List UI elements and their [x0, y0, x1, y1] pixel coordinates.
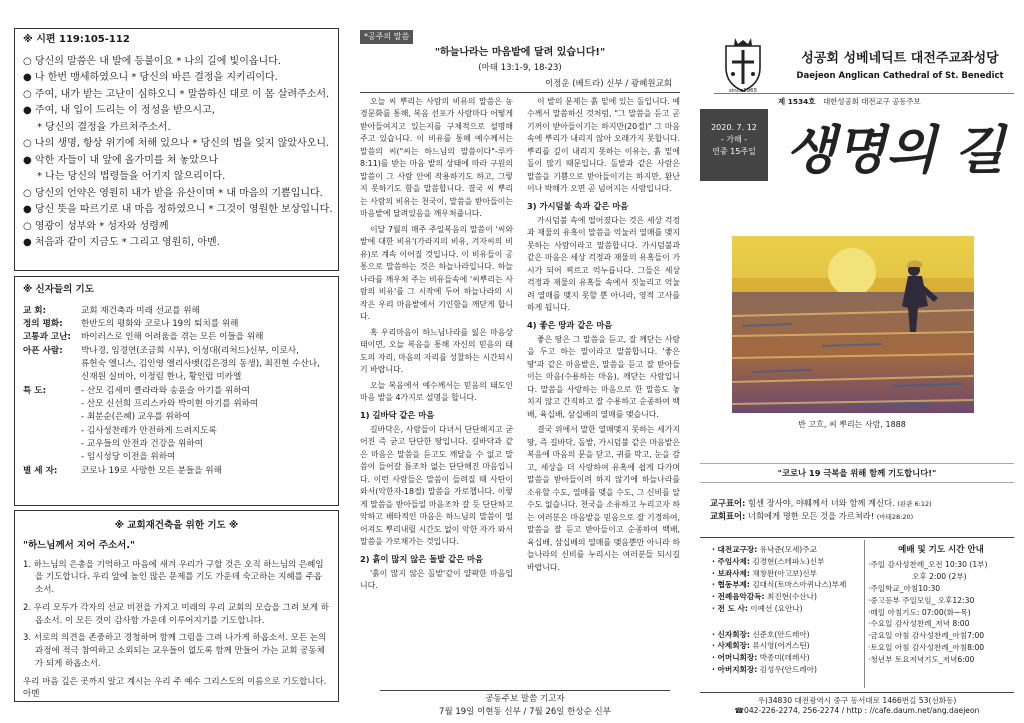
worship-list [868, 559, 1014, 666]
intercession-text: - 교우들의 안전과 건강을 위하여 [81, 438, 203, 449]
intercessions-box [14, 276, 339, 506]
intercession-label: 특 도: [23, 385, 47, 396]
church-prayer-box [14, 510, 339, 702]
intercession-text: 교회 재건축과 미래 선교를 위해 [81, 305, 200, 316]
staff-row [712, 544, 862, 556]
staff-row [712, 664, 862, 676]
intercession-text: - 산모 김세미 클라라와 송윤슬 아기를 위하여 [81, 385, 250, 396]
sermon-paragraph: 길바닥은, 사람들이 다녀서 단단해지고 굳어진 즉 굳고 단단한 땅입니다. 길바닥과 같은 마음은 말씀을 듣고도 깨달을 수 없고 말씀이 들어갈 틈조차 없는 단단해진 마음입니다. 이런 사람들은 말씀이 들려질 때 사탄이 와서(악한자-18절) 말씀을 가로챕니다. 이렇게 말씀을 받아들일 마음조차 갈 듯 단단하고 악하고 배타적인 마음은 하느님의 말씀이 떨어져도 뿌리내릴 시간도 없이 악한 자가 와서 말씀을 가로채가는 것입니다. [360, 424, 513, 547]
staff-name: 유낙준(모세)주교 [759, 545, 817, 554]
church-seal-logo [718, 36, 768, 94]
intercession-text: - 김사성찬레가 안전하게 드려지도록 [81, 425, 217, 436]
issue-number: 제 1534호 [778, 97, 816, 106]
staff-name: 김성우(안드레아) [759, 664, 817, 674]
sermon-paragraph: 이달 7월의 매주 주일복음의 말씀이 '씨와 밭에 대한 비유'(가라지의 비유, 겨자씨의 비유)로 계속 이어질 것입니다. 이 비유들이 공통으로 말씀하는 것은 하늘나라입니다. 하늘나라를 깨우쳐 주는 비유들속에 '씨뿌리는 사람의 비유'를 그 시작에 두어 하늘나라의 시작은 우리 마음밭에서 기인함을 깨닫게 합니다. [360, 224, 513, 322]
sermon-heading: 2) 흙이 많지 않은 돌밭 같은 마음 [360, 553, 484, 564]
staff-name: 김경현(스테파노)신부 [752, 556, 825, 566]
staff-role: · 아버지회장: [712, 664, 758, 674]
covid-prayer-motto: "코로나 19 극복을 위해 함께 기도합니다!" [700, 463, 1014, 483]
sermon-heading: 4) 좋은 땅과 같은 마음 [527, 319, 613, 330]
intercession-label: 아픈 사람: [23, 345, 63, 356]
parish-motto-label: 교회표어: [710, 511, 746, 522]
parish-motto-ref: (마태28:20) [876, 513, 914, 522]
church-prayer-closing: 우리 마음 깊은 곳까지 알고 계시는 우리 주 예수 그리스도의 이름으로 기도합니다. 아멘 [23, 676, 327, 700]
intercession-label [23, 425, 81, 438]
worship-row: 오후 2:00 (2부) [912, 572, 967, 582]
sermon-paragraph: 좋은 땅은 그 말씀을 듣고, 잘 깨닫는 사람을 두고 하는 말이라고 말씀합니다. '좋은 땅'과 같은 마음밭은, 말씀을 듣고 잘 받아들이는 마음(수용하는 마음), 깨닫는 사람입니다. 말씀을 사랑하는 마음으로 한 말씀도 놓치지 않고 간직하고 잘 수용하고 순종하여 백배, 육십배, 삼십배의 열매를 맺습니다. [527, 334, 680, 419]
intercession-text: 신재원 실비아, 이정림 한나, 황인럽 미카엘 [81, 372, 242, 383]
spacer [712, 615, 862, 629]
psalm-verse: * 나는 당신의 법령들을 어기지 않으리이다. [37, 171, 226, 182]
staff-row [712, 568, 862, 580]
sermon-contributors-text: 7월 19일 이현동 신부 / 7월 26일 한상순 신부 [439, 706, 611, 717]
logo-since: since1965 [728, 88, 758, 94]
diocese-motto-ref: (판관 6:12) [897, 500, 932, 508]
liturgical-year: - 가해 - [720, 135, 748, 144]
worship-title: 예배 및 기도 시간 안내 [898, 545, 984, 555]
diocese-motto-text: 힘센 장사야, 야훼께서 너와 함께 계신다. [748, 498, 895, 508]
intercession-text: 바이러스로 인해 어려움을 겪는 모든 이들을 위해 [81, 332, 264, 343]
psalm-verse: ● 나 한번 맹세하였으니 * 당신의 바른 결정을 지키리이다. [23, 72, 278, 83]
church-prayer-item: 1. 하느님의 은총을 기억하고 마음에 새겨 우리가 구할 것은 오직 하느님의 은혜임을 기도합니다. 우리 앞에 높인 많은 문제를 기도 가운데 숙고하는 지혜를 주옵소서. [23, 559, 324, 596]
intercession-label [23, 451, 81, 464]
intercession-row [23, 398, 330, 411]
sermon-paragraph: 오늘 복음에서 예수께서는 믿음의 태도인 마음 밭을 4가지로 설명을 합니다. [360, 380, 513, 403]
sermon-paragraph: 이 밭의 문제는 흙 밑에 있는 돌입니다. 예수께서 말씀하신 것처럼, "그 말씀을 듣고 곧 기꺼이 받아들이기는 하지만(20절)" 그 마음 속에 뿌리가 내리지 않아 오래가지 못합니다. 뿌리를 깊이 내리지 못하는 이유는, 흙 밑에 돌이 많기 때문입니다. 돌밭과 같은 사람은 말씀을 기쁨으로 받아들이기는 하지만, 환난이나 박해가 오면 곧 넘어지는 사람입니다. [527, 97, 680, 194]
psalm-lines [23, 54, 333, 252]
staff-name: 류시영(어거스틴) [752, 641, 810, 651]
staff-row [712, 640, 862, 652]
painting-caption: 반 고흐, 씨 뿌리는 사람, 1888 [798, 420, 906, 429]
psalm-verse: ● 처음과 같이 지금도 * 그리고 영원히, 아멘. [23, 237, 220, 248]
issue-line [778, 97, 1014, 108]
worship-row: ·매일 아침기도: 07:00(화~목) [868, 607, 971, 617]
staff-row [712, 579, 862, 591]
psalm-verse: ○ 당신의 말씀은 내 발에 등불이요 * 나의 길에 빛이옵니다. [23, 55, 282, 67]
intercession-label: 별 세 자: [23, 465, 58, 476]
psalm-verse: ● 당신 뜻을 따르기로 내 마음 정하였으니 * 그것이 영원한 보상입니다. [23, 204, 333, 215]
psalm-verse: ○ 당신의 언약은 영원히 내가 받을 유산이며 * 내 마음의 기쁨입니다. [23, 187, 323, 199]
psalm-verse: ○ 주여, 내가 받는 고난이 심하오니 * 말씀하신 대로 이 몸 살려주소서. [23, 88, 330, 100]
church-name: 성공회 성베네딕트 대전주교좌성당 [801, 51, 999, 66]
psalm-verse: ○ 영광이 성부와 * 성자와 성령께 [23, 220, 169, 232]
psalm-verse: ● 악한 자들이 내 앞에 올가미를 쳐 놓았으나 [23, 154, 219, 166]
intercession-row [23, 345, 330, 358]
staff-role: · 신자회장: [712, 629, 750, 639]
intercession-row [23, 411, 330, 424]
staff-name: 채창완(아고보)신부 [752, 568, 817, 578]
divider [360, 92, 680, 93]
intercession-row [23, 318, 330, 331]
sermon-contributors-title: 공동주보 말씀 기고자 [485, 694, 565, 704]
intercession-row [23, 371, 330, 384]
psalm-verse: ○ 나의 생명, 항상 위기에 처해 있으나 * 당신의 법을 잊지 않았사오니. [23, 138, 330, 149]
staff-name: 이예선 (요안나) [750, 603, 803, 613]
newsletter-title-text: 생명의 길 [785, 120, 1005, 181]
staff-role: · 사제회장: [712, 641, 750, 651]
intercessions-list [23, 305, 330, 478]
newsletter-title [775, 108, 1015, 188]
worship-row: ·수요일 감사성찬례_저녁 8:00 [868, 619, 970, 629]
staff-role: · 전 도 사: [712, 603, 748, 613]
staff-name: 최진현(수산나) [767, 592, 817, 602]
staff-row [712, 556, 862, 568]
staff-name: 박종미(데레사) [759, 653, 810, 663]
sermon-tag: *공주의 말씀 [360, 30, 413, 44]
psalm-box [14, 28, 339, 271]
worship-row: ·중고등부 주일모임_ 오후12:30 [868, 595, 975, 605]
psalm-verse: ● 주여, 내 입이 드리는 이 정성을 받으시고, [23, 105, 215, 116]
intercession-row [23, 425, 330, 438]
intercession-text: - 임시성당 이전을 위하여 [81, 452, 176, 463]
address-line: 우)34830 대전광역시 중구 동서대로 1466번길 53(선화동) [757, 696, 957, 705]
intercession-row [23, 305, 330, 318]
intercession-label [23, 411, 81, 424]
diocese-motto-label: 교구표어: [710, 498, 746, 508]
church-prayer-item: 3. 서로의 의견을 존중하고 경청하며 함께 그림을 그려 나가게 하옵소서. 모든 논의과정에 적극 참여하고 소외되는 교우들이 없도록 함께 만들어 가는 교회 공동체가 되게 하옵소서. [23, 633, 327, 669]
sermon-heading: 1) 길바닥 같은 마음 [360, 409, 435, 420]
intercession-text: 코로나 19로 사망한 모든 분들을 위해 [81, 465, 222, 476]
sermon-paragraph: 혹 우리마음이 하느님나라를 잃은 마음상태이면, 오늘 복음을 통해 자신의 믿음의 태도의 자리, 마음의 자리를 성찰하는 시간되시기 바랍니다. [360, 327, 513, 375]
staff-role: · 보좌사제: [712, 568, 750, 578]
intercession-label: 고통과 고난: [23, 332, 71, 343]
sermon-paragraph: 오늘 씨 뿌리는 사람의 비유의 말씀은 농경문화를 통해, 복음 선포가 사람마다 어떻게 받아들여지고 있는지를 구체적으로 설명해 주고 있습니다. 이 비유를 통해 예수께서는 말씀의 씨("씨는 하느님의 말씀이다"-루카 8:11)를 받는 마음 밭의 상태에 따라 구원의 말씀이 그 사람 안에 작용하기도 하고, 그렇지 못하기도 함을 말씀합니다. 결국 씨 뿌리는 사람의 비유는 천국이, 말씀을 받아들이는 마음밭에 달려있음을 깨우쳐줍니다. [360, 97, 513, 219]
intercession-row [23, 438, 330, 451]
staff-row [712, 629, 862, 641]
issue-date: 2020. 7. 12 [711, 123, 757, 132]
staff-row [712, 603, 862, 615]
intercession-row [23, 385, 330, 398]
staff-name: 신준호(안드레아) [752, 629, 810, 639]
staff-role: · 대전교구장: [712, 545, 758, 554]
church-prayer-title: ※ 교회재건축을 위한 기도 ※ [114, 520, 239, 531]
sermon-paragraph: '흙이 많지 않은 돌밭'같이 얄팍한 마음입니다. [360, 568, 513, 591]
sermon-title: "하늘나라는 마음밭에 달려 있습니다!" [434, 47, 606, 58]
staff-role: · 어머니회장: [712, 653, 758, 663]
parish-motto-text: 너희에게 명한 모든 것을 가르쳐라! [748, 511, 875, 522]
intercessions-title: ※ 신자들의 기도 [23, 284, 94, 295]
intercession-label: 정의 평화: [23, 319, 63, 330]
intercession-label [23, 438, 81, 451]
intercession-text: - 산모 신선희 프리스카와 박이현 아기를 위하여 [81, 398, 259, 409]
psalm-title: ※ 시편 119:105-112 [23, 34, 130, 45]
church-prayer-subtitle: "하느님께서 지어 주소서." [23, 539, 135, 551]
worship-row: ·주일학교_아침10:30 [868, 583, 941, 593]
intercession-row [23, 451, 330, 464]
sermon-contributors [380, 690, 670, 719]
intercession-label: 교 회: [23, 305, 47, 316]
intercession-label [23, 371, 81, 384]
intercession-row [23, 358, 330, 371]
intercession-row [23, 465, 330, 478]
sermon-paragraph: 가시덤불 속에 떨어졌다는 것은 세상 걱정과 재물의 유혹이 말씀을 억눌러 열매를 맺지 못하는 사람이라고 말씀합니다. 가시덤불과 같은 마음은 세상 걱정과 재물의 유혹들이 가시가 되어 찌르고 억누릅니다. 그들은 세상 걱정과 재물의 유혹들 속에서 짓눌리고 억눌려 열매를 맺지 못할 뿐 아니라, 영적 고사를 하게 됩니다. [527, 215, 680, 313]
diocese-motto [710, 497, 1014, 510]
staff-role: · 전례음악감독: [712, 592, 765, 602]
sermon-reference: (마태 13:1-9, 18-23) [478, 63, 562, 73]
intercession-text: 박나경, 임경연(조금희 시부), 이성대(리처드)신부, 이로사, [81, 345, 299, 356]
staff-role: · 주임사제: [712, 556, 750, 566]
worship-row: ·주일 감사성찬례_오전 10:30 (1부) [868, 560, 988, 570]
church-address [700, 692, 1014, 717]
divider [714, 93, 1014, 94]
intercession-label [23, 398, 81, 411]
staff-role: · 협동부제: [712, 580, 750, 590]
sermon-heading: 3) 가시덤불 속과 같은 마음 [527, 200, 629, 211]
date-box [700, 109, 768, 181]
intercession-text: 한반도의 평화와 코로나 19의 퇴치를 위해 [81, 319, 239, 330]
divider [864, 540, 865, 688]
sower-painting [732, 236, 974, 413]
worship-row: ·금요일 아침 감사성찬례_아침7:00 [868, 631, 985, 641]
worship-row: ·토요일 아침 감사성찬례_아침8:00 [868, 643, 985, 653]
church-prayer-item: 2. 우리 모두가 각자의 선교 비전을 가지고 미래의 우리 교회의 모습을 그려 보게 하옵소서. 이 모든 것이 감사함 가운데 이루어지기를 기도합니다. [23, 602, 329, 626]
divider [700, 537, 1014, 538]
worship-times [868, 544, 1014, 666]
psalm-verse: * 당신의 결정을 가르쳐주소서. [37, 121, 171, 133]
intercession-text: - 최분순(은혜) 교우를 위하여 [81, 412, 191, 423]
staff-row [712, 652, 862, 664]
sermon-author: 이정운 (베트라) 신부 / 광혜원교회 [544, 79, 672, 89]
issue-description: 대한성공회 대전교구 공동주보 [823, 97, 921, 106]
staff-row [712, 591, 862, 603]
parish-motto [710, 510, 1014, 523]
mottos [710, 497, 1014, 524]
sermon-paragraph: 결국 위에서 말한 열매맺지 못하는 세가지 땅, 즉 길바닥, 돌밭, 가시덤불 같은 마음밭은 복음에 마음의 문을 닫고, 귀를 막고, 눈을 감고, 세상을 더 사랑하여 유혹에 쉽게 다가며 말씀을 받아들이려 하지 않기에 하늘나라를 소유할 수도, 열매를 맺을 수도, 그 신비를 알 수도 없습니다. 천국을 소유하고 누리고자 하는 여러분은 마음밭을 믿음으로 잘 기경하여, 말씀을 잘 듣고 받아들이고 순종하여 백배, 육십배, 삼십배의 열매를 맺음뿐만 아니라 하늘나라의 신비를 누리시는 여러분들 되시길 바랍니다. [527, 425, 680, 572]
contact-line: ☎042-226-2274, 256-2274 / http : //cafe.daum.net/ang.daejeon [734, 706, 980, 716]
intercession-label [23, 358, 81, 371]
intercession-row [23, 331, 330, 344]
intercession-text: 류헌숙 엘니스, 김인영 엘리사벳(김은경의 동생), 최진현 수산나, [81, 359, 320, 370]
staff-name: 김대식(토마스아퀴나스)부제 [752, 580, 847, 590]
church-name-english: Daejeon Anglican Cathedral of St. Benedict [796, 71, 1004, 81]
liturgical-week: 연중 15주일 [712, 147, 756, 156]
worship-row: ·청년부 토요저녁기도_저녁6:00 [868, 655, 975, 664]
staff-list [712, 544, 862, 676]
sermon-body [360, 96, 680, 686]
